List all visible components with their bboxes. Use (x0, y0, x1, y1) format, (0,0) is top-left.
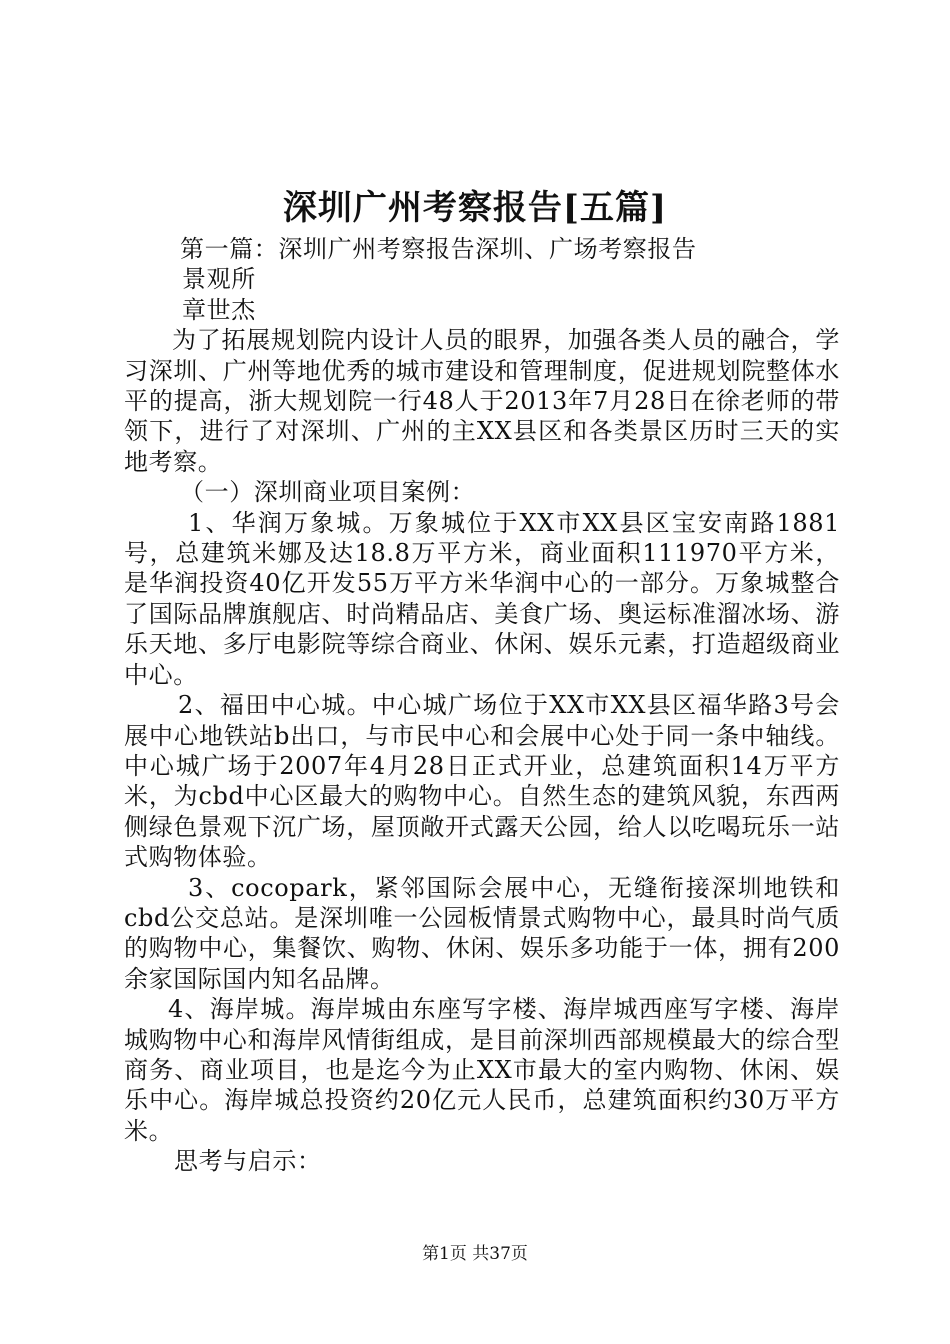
department-line: 景观所 (182, 265, 256, 294)
reflection-heading: 思考与启示： (174, 1147, 322, 1176)
case-paragraph-1: 1、华润万象城。万象城位于XX市XX县区宝安南路1881号，总建筑米娜及达18.8万平方米，商业面积111970平方米，是华润投资40亿开发55万平方米华润中心的一部分。万象城整合了国际品牌旗舰店、时尚精品店、美食广场、奥运标准溜冰场、游乐天地、多厅电影院等综合商业、休闲、娱乐元素，打造超级商业中心。 (124, 508, 840, 689)
document-title: 深圳广州考察报告[五篇] (282, 188, 668, 228)
subsection-heading: （一）深圳商业项目案例： (180, 478, 476, 507)
document-body (124, 234, 840, 1177)
case-paragraph-2: 2、福田中心城。中心城广场位于XX市XX县区福华路3号会展中心地铁站b出口，与市民中心和会展中心处于同一条中轴线。中心城广场于2007年4月28日正式开业，总建筑面积14万平方米，为cbd中心区最大的购物中心。自然生态的建筑风貌，东西两侧绿色景观下沉广场，屋顶敞开式露天公园，给人以吃喝玩乐一站式购物体验。 (124, 691, 840, 872)
section-heading: 第一篇：深圳广州考察报告深圳、广场考察报告 (180, 235, 697, 263)
intro-paragraph: 为了拓展规划院内设计人员的眼界，加强各类人员的融合，学习深圳、广州等地优秀的城市建设和管理制度，促进规划院整体水平的提高，浙大规划院一行48人于2013年7月28日在徐老师的带领下，进行了对深圳、广州的主XX县区和各类景区历时三天的实地考察。 (124, 326, 840, 476)
case-paragraph-4: 4、海岸城。海岸城由东座写字楼、海岸城西座写字楼、海岸城购物中心和海岸风情街组成，是目前深圳西部规模最大的综合型商务、商业项目，也是迄今为止XX市最大的室内购物、休闲、娱乐中心。海岸城总投资约20亿元人民币，总建筑面积约30万平方米。 (124, 995, 840, 1145)
case-paragraph-3: 3、cocopark，紧邻国际会展中心，无缝衔接深圳地铁和cbd公交总站。是深圳唯一公园板情景式购物中心，最具时尚气质的购物中心，集餐饮、购物、休闲、娱乐多功能于一体，拥有200余家国际国内知名品牌。 (124, 873, 840, 993)
page-number-footer: 第1页 共37页 (422, 1244, 528, 1264)
author-line: 章世杰 (182, 295, 256, 324)
